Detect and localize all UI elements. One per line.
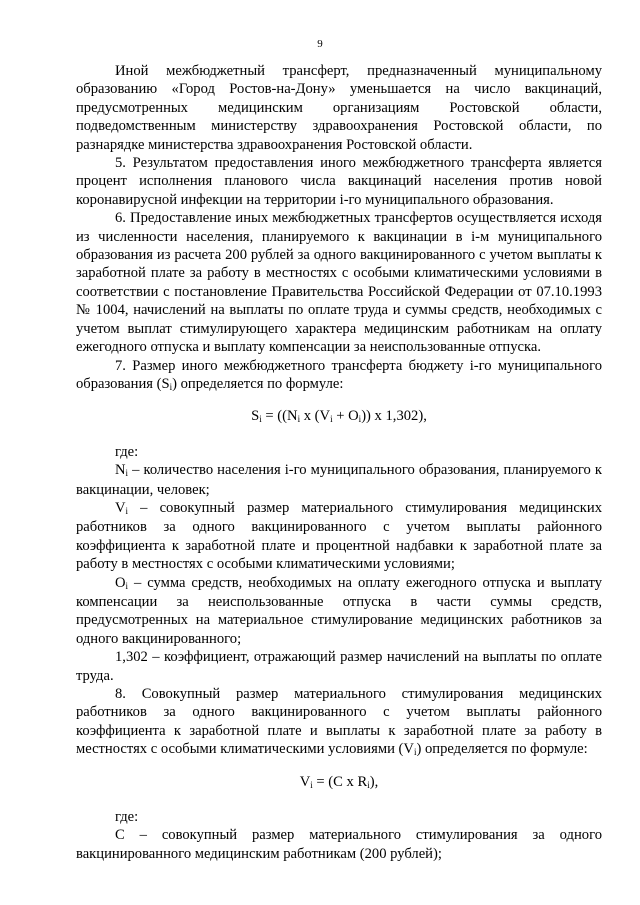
definition-oi: $O_i$ – сумма средств, необходимых на оплату ежегодного отпуска и выплату компенсации за неиспользованные отпуска в части суммы средств, предусмотренных на материальное стимулирование медицинских работников за одного вакцинированного; bbox=[76, 574, 602, 647]
definition-c: С – совокупный размер материального стимулирования за одного вакцинированного медицинским работникам (200 рублей); bbox=[76, 827, 602, 862]
formula-vi: $V_i = (C$ x $R_i$), bbox=[299, 773, 379, 790]
paragraph-5: 5. Результатом предоставления иного межбюджетного трансферта является процент исполнения планового числа вакцинаций населения против новой коронавирусной инфекции на территории i-го муниципального образования. bbox=[76, 155, 602, 208]
definition-vi: $V_i$ – совокупный размер материального стимулирования медицинских работников за одного вакцинированного с учетом выплаты районного коэффициента к заработной плате и процентной надбавки к заработной плате за работу в местностях с особыми климатическими условиями; bbox=[76, 499, 602, 573]
paragraph-7: 7. Размер иного межбюджетного трансферта бюджету i-го муниципального образования $(S_i)$ определяется по формуле: bbox=[76, 357, 602, 392]
document-body bbox=[76, 62, 602, 863]
paragraph-6: 6. Предоставление иных межбюджетных трансфертов осуществляется исходя из численности населения, планируемого к вакцинации в i-м муниципального образования из расчета 200 рублей за одного вакцинированного с учетом выплаты к заработной плате за работу в местностях с особыми климатическими условиями в соответствии с постановление Правительства Российской Федерации от 07.10.1993 № 1004, начислений на выплаты по оплате труда и суммы средств, необходимых с учетом выплат стимулирующего характера медицинским работникам на оплату ежегодного отпуска и выплату компенсации за неиспользованные отпуска. bbox=[76, 210, 602, 356]
page-number: 9 bbox=[317, 38, 323, 50]
definition-ni: $N_i$ – количество населения i-го муниципального образования, планируемого к вакцинации, человек; bbox=[76, 462, 602, 498]
paragraph-8: 8. Совокупный размер материального стимулирования медицинских работников за одного вакцинированного с учетом выплаты районного коэффициента к заработной плате и выплаты к заработной плате за работу в местностях с особыми климатическими условиями $(V_i)$ определяется по формуле: bbox=[76, 686, 602, 758]
paragraph-transfer-reduction: Иной межбюджетный трансферт, предназначенный муниципальному образованию «Город Ростов-на-Дону» уменьшается на число вакцинаций, предусмотренных медицинским организациям Ростовской области, подведомственным министерству здравоохранения Ростовской области, по разнарядке министерства здравоохранения Ростовской области. bbox=[76, 63, 602, 153]
where-label-2: где: bbox=[115, 809, 139, 826]
formula-si: $S_i = ((N_i$ x $(V_i + O_i)$) x 1,302), bbox=[251, 408, 427, 425]
definition-coefficient: 1,302 – коэффициент, отражающий размер начислений на выплаты по оплате труда. bbox=[76, 649, 602, 684]
where-label: где: bbox=[115, 443, 139, 460]
